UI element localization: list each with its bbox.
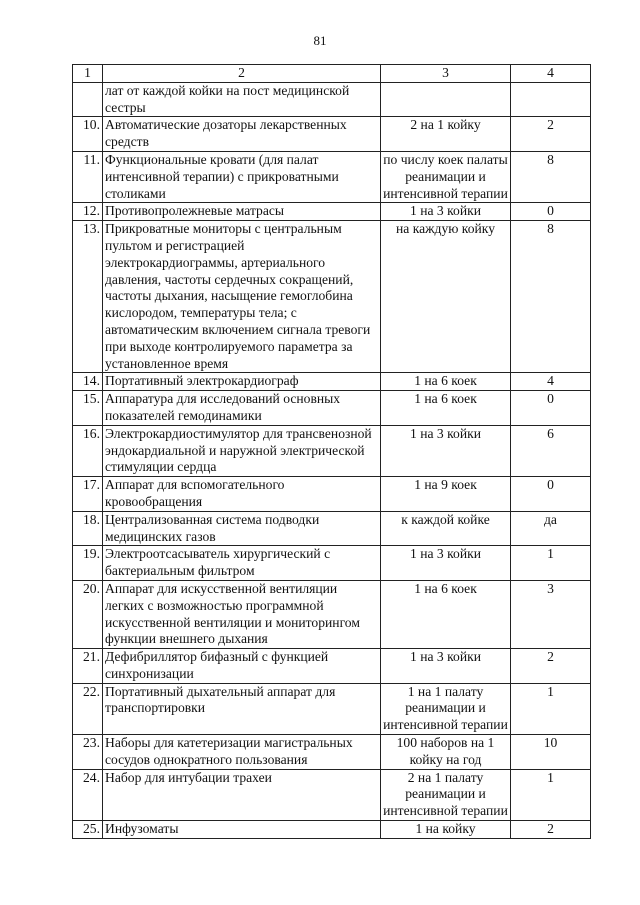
table-row	[73, 769, 591, 820]
table-row	[73, 735, 591, 770]
item-count: 1	[511, 546, 591, 581]
item-norm: по числу коек палаты реанимации и интенсивной терапии	[381, 151, 511, 202]
table-row	[73, 821, 591, 839]
item-name: Наборы для катетеризации магистральных сосудов однократного пользования	[103, 735, 381, 770]
item-name: Аппаратура для исследований основных показателей гемодинамики	[103, 391, 381, 426]
item-norm	[381, 82, 511, 117]
item-norm: 1 на 6 коек	[381, 373, 511, 391]
item-name: Инфузоматы	[103, 821, 381, 839]
item-name: Портативный электрокардиограф	[103, 373, 381, 391]
table-row	[73, 649, 591, 684]
item-count: 2	[511, 649, 591, 684]
item-count: 4	[511, 373, 591, 391]
item-count: 3	[511, 580, 591, 648]
item-norm: 1 на 3 койки	[381, 649, 511, 684]
item-norm: 1 на 3 койки	[381, 425, 511, 476]
table-row	[73, 203, 591, 221]
item-name: Централизованная система подводки медицинских газов	[103, 511, 381, 546]
row-number: 24.	[73, 769, 103, 820]
item-count	[511, 82, 591, 117]
item-name: Электроотсасыватель хирургический с бактериальным фильтром	[103, 546, 381, 581]
item-name: Дефибриллятор бифазный с функцией синхронизации	[103, 649, 381, 684]
table-row	[73, 546, 591, 581]
item-count: 1	[511, 769, 591, 820]
row-number: 13.	[73, 221, 103, 373]
item-name: Набор для интубации трахеи	[103, 769, 381, 820]
row-number: 23.	[73, 735, 103, 770]
table-row	[73, 117, 591, 152]
item-name: Аппарат для вспомогательного кровообращения	[103, 477, 381, 512]
item-count: да	[511, 511, 591, 546]
item-count: 2	[511, 821, 591, 839]
item-count: 8	[511, 151, 591, 202]
table-row	[73, 580, 591, 648]
page-number: 81	[313, 33, 327, 48]
item-norm: 1 на 6 коек	[381, 391, 511, 426]
table-row	[73, 425, 591, 476]
row-number: 12.	[73, 203, 103, 221]
table-header-row	[73, 65, 591, 83]
item-name: Портативный дыхательный аппарат для транспортировки	[103, 683, 381, 734]
item-norm: 2 на 1 палату реанимации и интенсивной терапии	[381, 769, 511, 820]
item-count: 1	[511, 683, 591, 734]
table-row	[73, 683, 591, 734]
header-cell: 2	[103, 65, 381, 83]
row-number: 14.	[73, 373, 103, 391]
row-number: 10.	[73, 117, 103, 152]
item-norm: 100 наборов на 1 койку на год	[381, 735, 511, 770]
header-cell: 3	[381, 65, 511, 83]
row-number: 20.	[73, 580, 103, 648]
row-number: 21.	[73, 649, 103, 684]
row-number: 16.	[73, 425, 103, 476]
item-count: 8	[511, 221, 591, 373]
table-row	[73, 373, 591, 391]
table-row	[73, 221, 591, 373]
item-name: Автоматические дозаторы лекарственных средств	[103, 117, 381, 152]
row-number: 19.	[73, 546, 103, 581]
item-norm: 2 на 1 койку	[381, 117, 511, 152]
item-norm: 1 на 6 коек	[381, 580, 511, 648]
row-number: 25.	[73, 821, 103, 839]
row-number: 15.	[73, 391, 103, 426]
row-number	[73, 82, 103, 117]
item-name: Аппарат для искусственной вентиляции легких с возможностью программной искусственной вентиляции и мониторингом функции внешнего дыхания	[103, 580, 381, 648]
row-number: 18.	[73, 511, 103, 546]
item-name: Функциональные кровати (для палат интенсивной терапии) с прикроватными столиками	[103, 151, 381, 202]
table-row	[73, 477, 591, 512]
item-count: 10	[511, 735, 591, 770]
item-name: Прикроватные мониторы с центральным пультом и регистрацией электрокардиограммы, артериального давления, частоты сердечных сокращений, частоты дыхания, насыщение гемоглобина кислородом, температуры тела; с автоматическим включением сигнала тревоги при выходе контролируемого параметра за установленное время	[103, 221, 381, 373]
item-name: Противопролежневые матрасы	[103, 203, 381, 221]
item-name: лат от каждой койки на пост медицинской сестры	[103, 82, 381, 117]
item-norm: 1 на 3 койки	[381, 546, 511, 581]
equipment-table	[72, 64, 591, 839]
table-row	[73, 82, 591, 117]
item-count: 0	[511, 203, 591, 221]
item-norm: 1 на 3 койки	[381, 203, 511, 221]
header-cell: 4	[511, 65, 591, 83]
item-name: Электрокардиостимулятор для трансвенозной эндокардиальной и наружной электрической стимуляции сердца	[103, 425, 381, 476]
item-norm: 1 на 1 палату реанимации и интенсивной терапии	[381, 683, 511, 734]
item-norm: 1 на койку	[381, 821, 511, 839]
row-number: 17.	[73, 477, 103, 512]
item-norm: на каждую койку	[381, 221, 511, 373]
row-number: 22.	[73, 683, 103, 734]
item-norm: к каждой койке	[381, 511, 511, 546]
table-row	[73, 151, 591, 202]
item-count: 0	[511, 391, 591, 426]
item-count: 0	[511, 477, 591, 512]
header-cell: 1	[73, 65, 103, 83]
item-count: 6	[511, 425, 591, 476]
row-number: 11.	[73, 151, 103, 202]
item-count: 2	[511, 117, 591, 152]
table-row	[73, 511, 591, 546]
table-row	[73, 391, 591, 426]
item-norm: 1 на 9 коек	[381, 477, 511, 512]
